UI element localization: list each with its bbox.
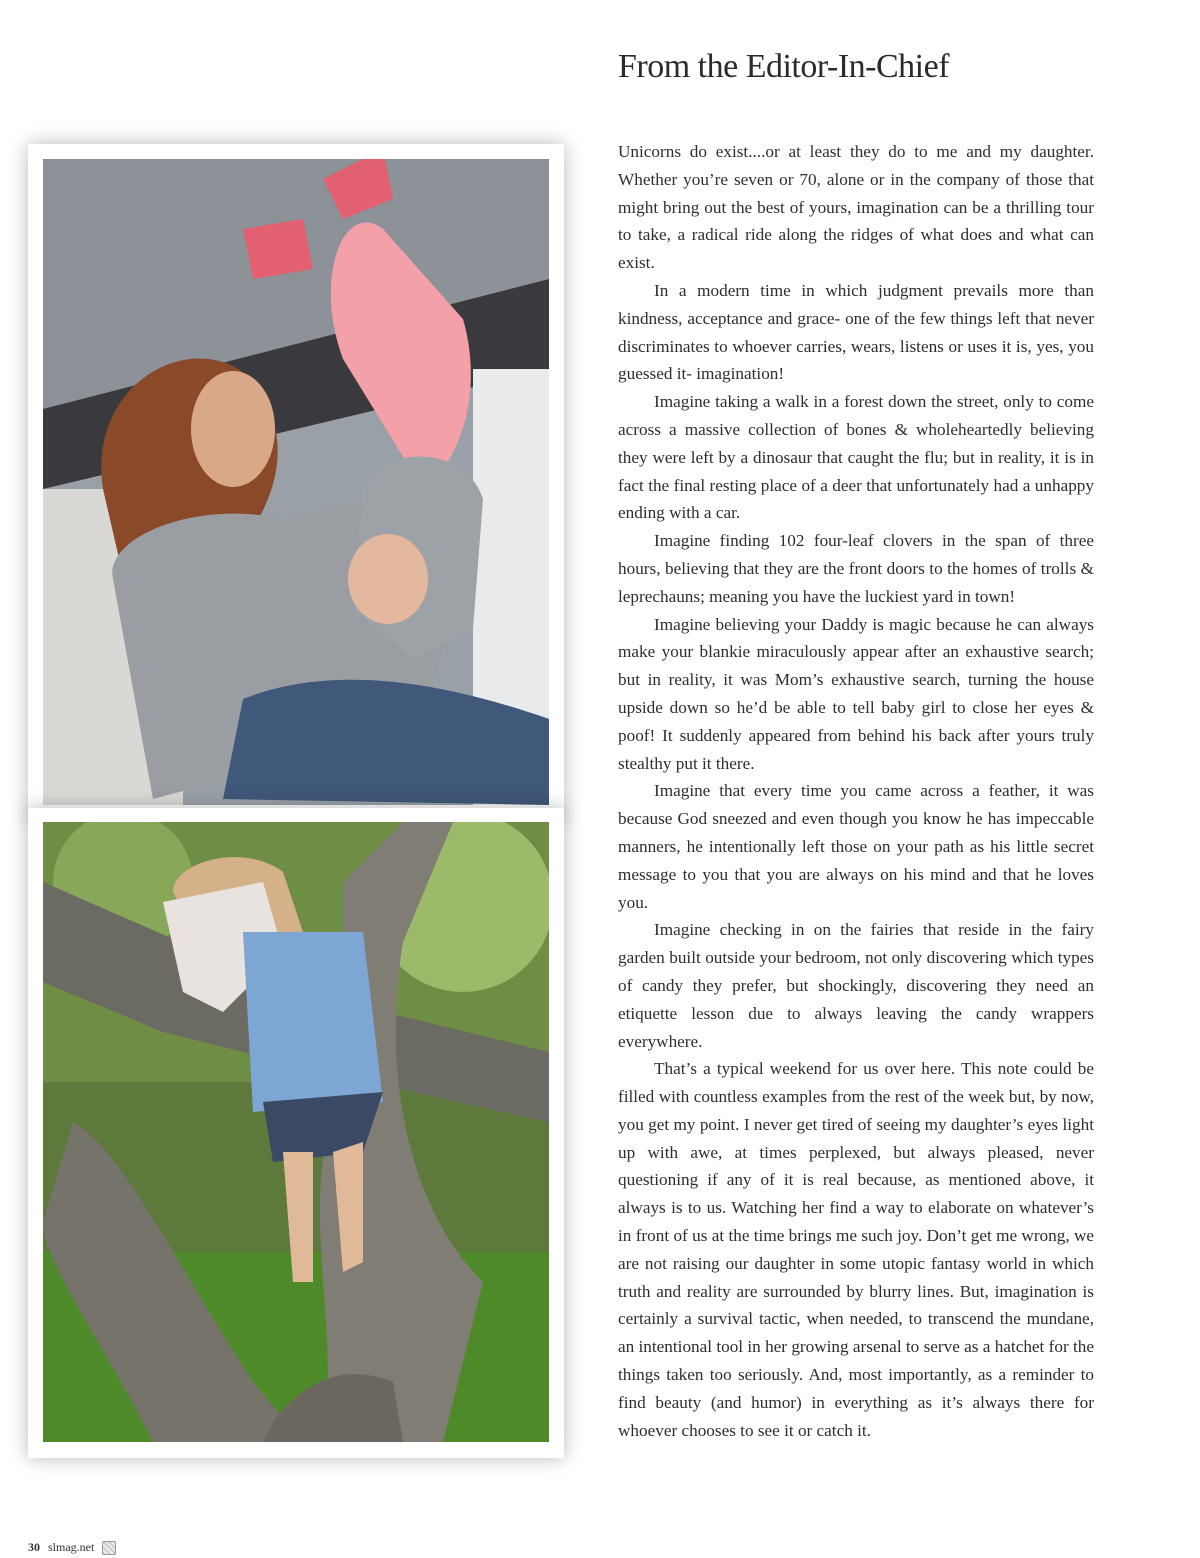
article-paragraph: Imagine finding 102 four-leaf clovers in the span of three hours, believing that they are the front doors to the homes of trolls & leprechauns; meaning you have the luckiest yard in town! bbox=[618, 531, 1094, 606]
photo-mother-daughter bbox=[43, 159, 549, 805]
page-title: From the Editor-In-Chief bbox=[618, 48, 950, 85]
article-paragraph: Imagine believing your Daddy is magic because he can always make your blankie miraculously appear after an exhaustive search; but in reality, it was Mom’s exhaustive search, turning the house upside down so he’d be able to tell baby girl to close her eyes & poof! It suddenly appeared from behind his back after yours truly stealthy put it there. bbox=[618, 614, 1094, 773]
photo-frame-girl-tree bbox=[28, 808, 564, 1458]
photo-girl-in-tree bbox=[43, 822, 549, 1442]
article-paragraph: That’s a typical weekend for us over here. This note could be filled with countless examples from the rest of the week but, by now, you get my point. I never get tired of seeing my daughter’s eyes light up with awe, at times perplexed, but always pleased, never questioning if any of it is real because, as mentioned above, it always is to us. Watching her find a way to elaborate on whatever’s in front of us at the time brings me such joy. Don’t get me wrong, we are not raising our daughter in some utopic fantasy world in which truth and reality are surrounded by blurry lines. But, imagination is certainly a survival tactic, when needed, to transcend the mundane, an intentional tool in her growing arsenal to serve as a hatchet for the things taken too seriously. And, most importantly, as a reminder to find beauty (and humor) in everything as it’s always there for whoever chooses to see it or catch it. bbox=[618, 1059, 1094, 1440]
article-paragraph: In a modern time in which judgment prevails more than kindness, acceptance and grace- one of the few things left that never discriminates to whoever carries, wears, listens or uses it is, yes, you guessed it- imagination! bbox=[618, 280, 1094, 384]
article-paragraph: Imagine checking in on the fairies that reside in the fairy garden built outside your bedroom, not only discovering which types of candy they prefer, but shockingly, discovering they need an etiquette lesson due to always leaving the candy wrappers everywhere. bbox=[618, 920, 1094, 1051]
editor-letter-body bbox=[618, 138, 1094, 1444]
article-paragraph: Imagine taking a walk in a forest down the street, only to come across a massive collection of bones & wholeheartedly believing they were left by a dinosaur that caught the flu; but in reality, it is in fact the final resting place of a deer that unfortunately had a unhappy ending with a car. bbox=[618, 392, 1094, 523]
photo-frame-mother-daughter bbox=[28, 144, 564, 820]
page-footer bbox=[28, 1540, 116, 1555]
article-paragraph: Imagine that every time you came across a feather, it was because God sneezed and even though you know he has impeccable manners, he intentionally left those on your path as his little secret message to you that you are always on his mind and that he loves you. bbox=[618, 781, 1094, 912]
site-url: slmag.net bbox=[48, 1540, 95, 1554]
article-paragraph: Unicorns do exist....or at least they do to me and my daughter. Whether you’re seven or 70, alone or in the company of those that might bring out the best of yours, imagination can be a thrilling tour to take, a radical ride along the ridges of what does and what can exist. bbox=[618, 142, 1094, 273]
magazine-logo-icon bbox=[102, 1541, 116, 1555]
page-number: 30 bbox=[28, 1540, 40, 1554]
